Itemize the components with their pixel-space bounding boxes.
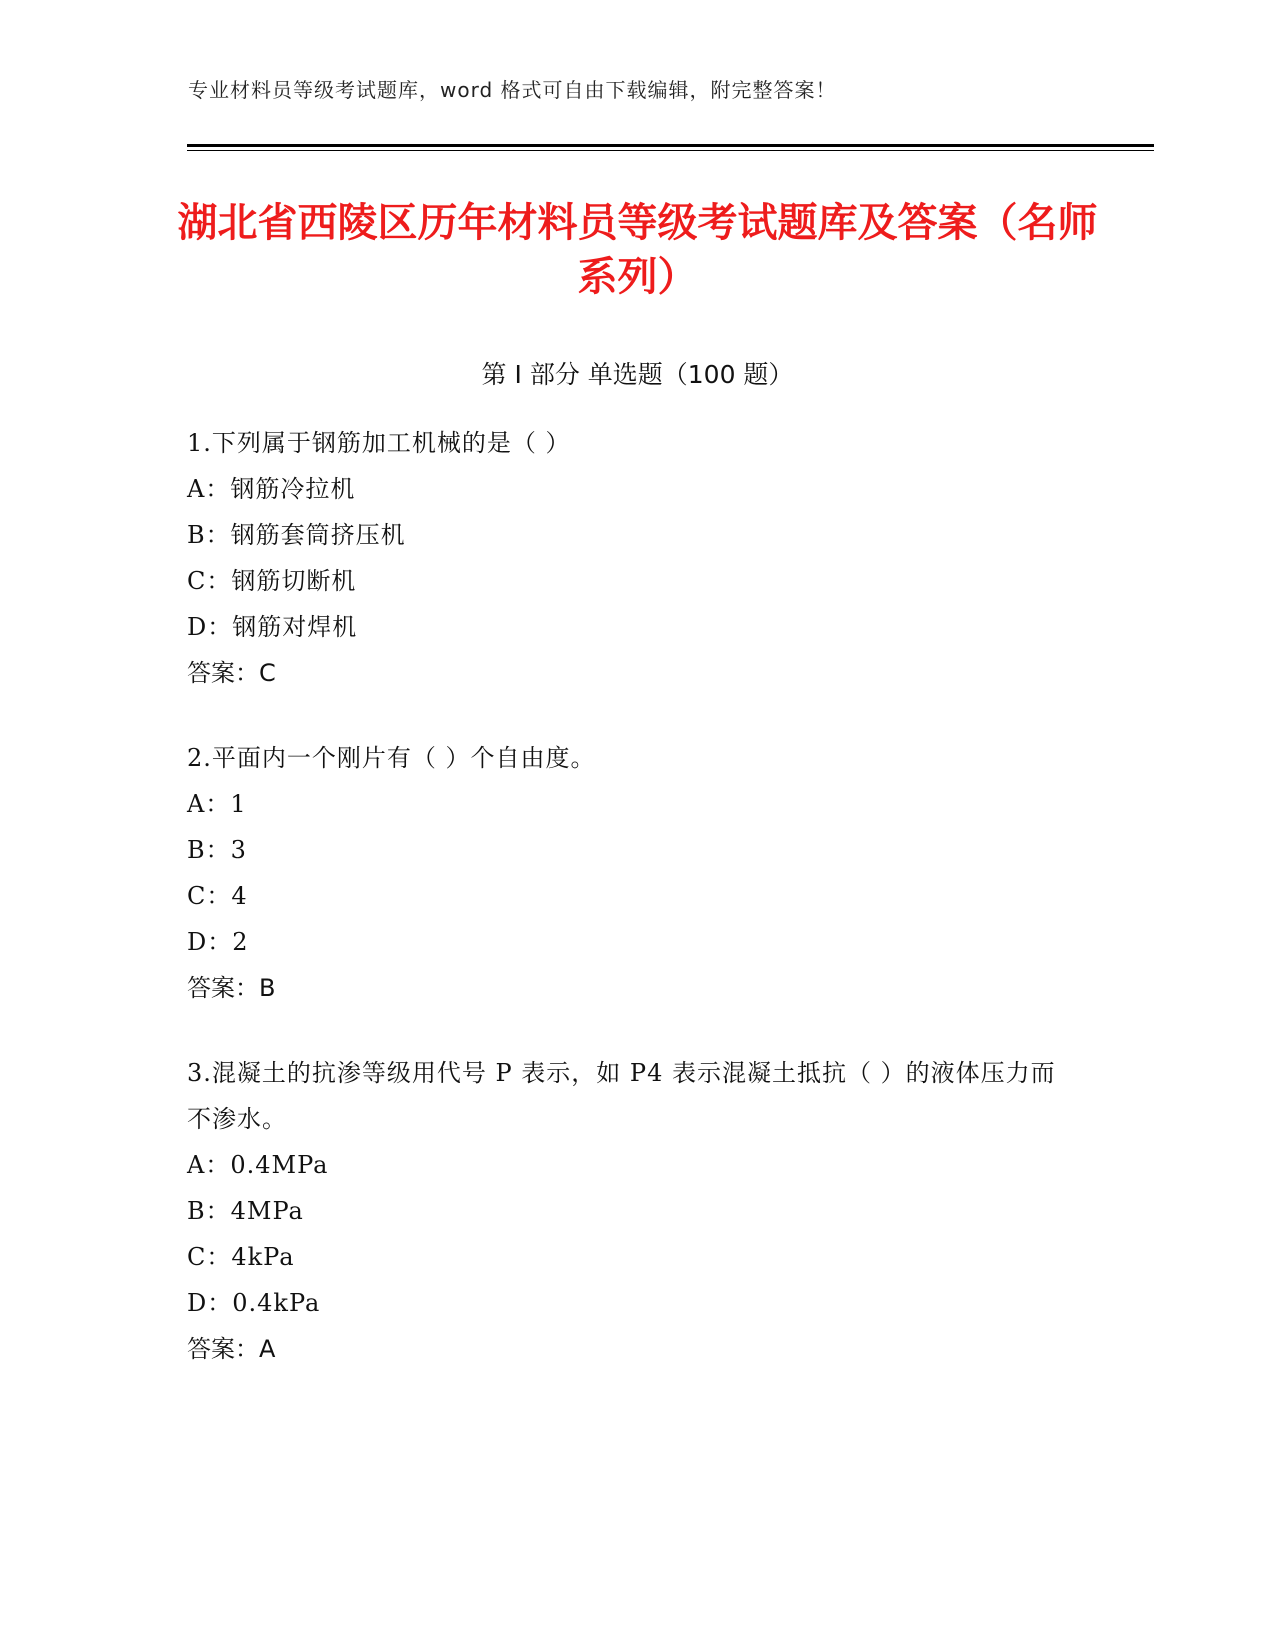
option-b: B：4MPa (187, 1197, 304, 1225)
option-d: D：2 (187, 928, 249, 956)
option-d: D：0.4kPa (187, 1289, 321, 1317)
option-a: A：1 (187, 790, 247, 818)
answer: 答案：A (187, 1335, 276, 1363)
option-c: C：4kPa (187, 1243, 295, 1271)
option-d: D：钢筋对焊机 (187, 613, 358, 641)
document-title: 湖北省西陵区历年材料员等级考试题库及答案（名师系列） (177, 200, 1098, 300)
header-rule-thick (187, 144, 1154, 147)
section-heading: 第 I 部分 单选题（100 题） (481, 360, 794, 389)
option-a: A：0.4MPa (187, 1151, 329, 1179)
option-a: A：钢筋冷拉机 (187, 475, 356, 503)
question-stem: 2.平面内一个刚片有（ ）个自由度。 (187, 744, 596, 772)
option-b: B：钢筋套筒挤压机 (187, 521, 406, 549)
option-b: B：3 (187, 836, 247, 864)
question-stem: 1.下列属于钢筋加工机械的是（ ） (187, 429, 571, 457)
option-c: C：钢筋切断机 (187, 567, 357, 595)
answer: 答案：C (187, 659, 276, 687)
header-note: 专业材料员等级考试题库，word 格式可自由下载编辑，附完整答案！ (188, 78, 837, 102)
header-rule-thin (187, 150, 1154, 151)
answer: 答案：B (187, 974, 276, 1002)
question-1 (187, 420, 1067, 696)
question-2 (187, 735, 1067, 1011)
option-c: C：4 (187, 882, 248, 910)
question-stem: 3.混凝土的抗渗等级用代号 P 表示，如 P4 表示混凝土抵抗（ ）的液体压力而不渗水。 (187, 1059, 1056, 1133)
question-3 (187, 1050, 1067, 1372)
